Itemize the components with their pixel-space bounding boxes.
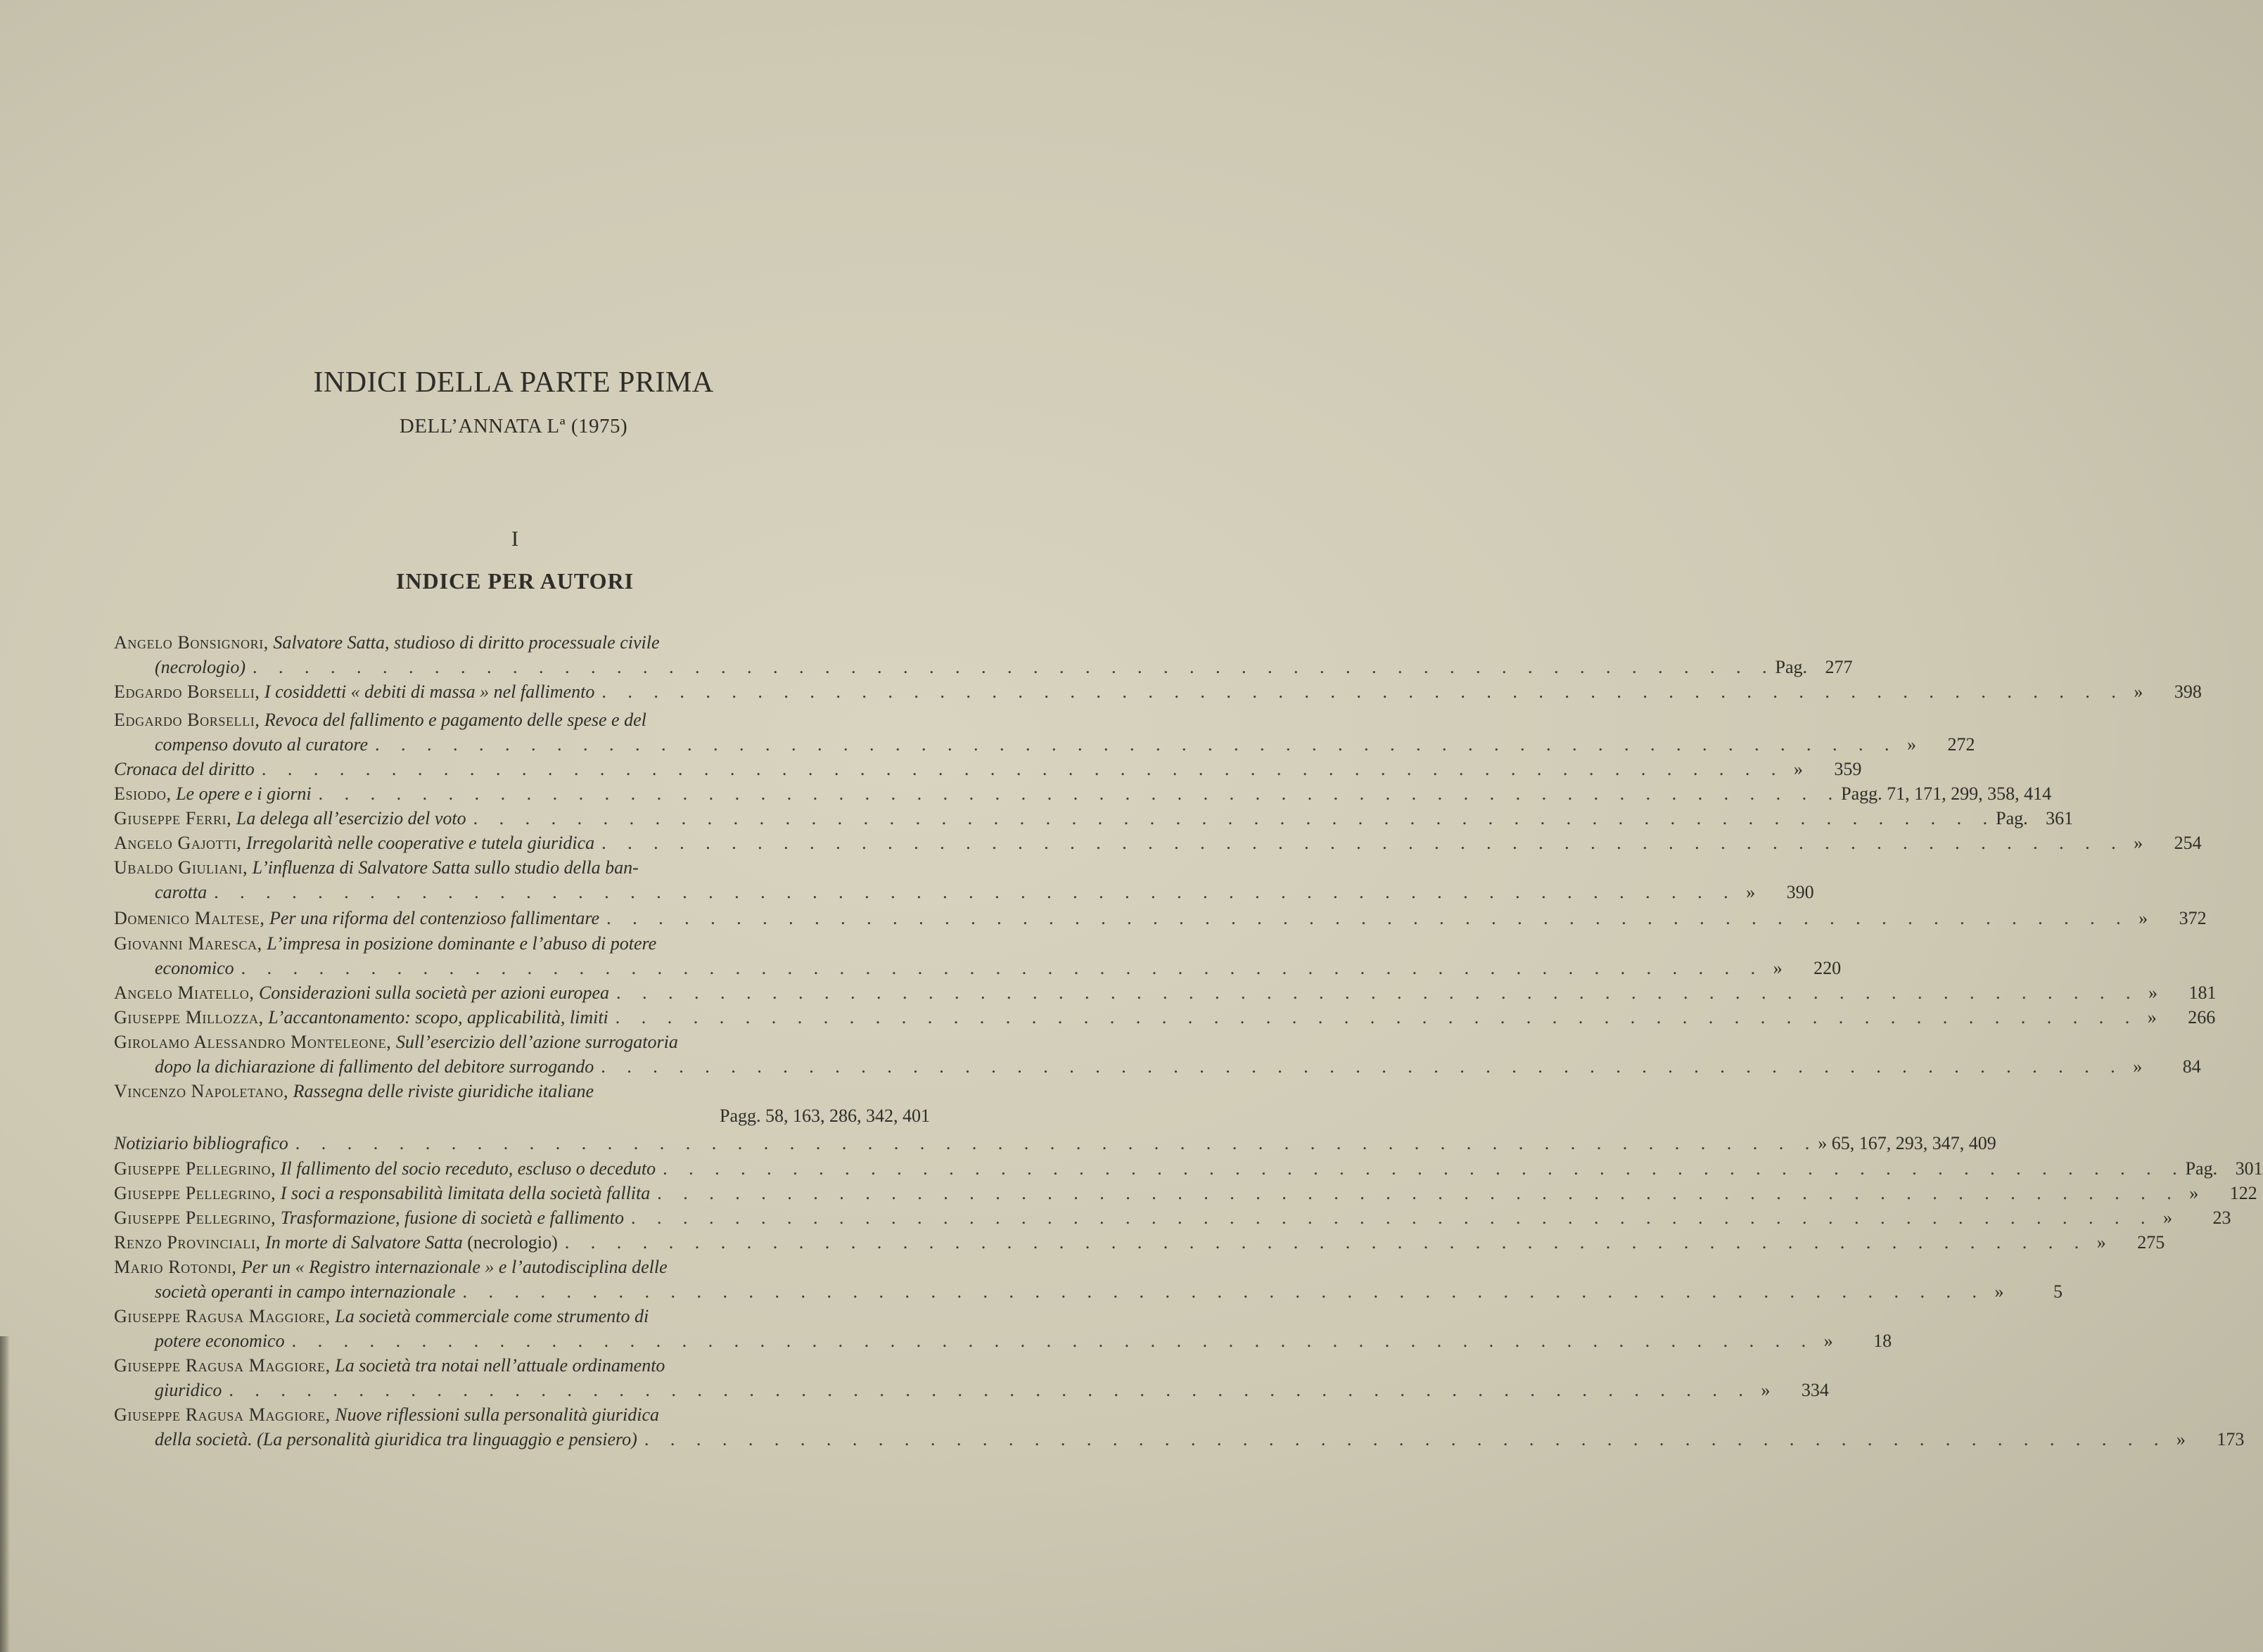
work-title: L’influenza di Salvatore Satta sullo studio della ban-: [252, 857, 639, 878]
entry-heading: [114, 1255, 668, 1279]
page-references: Pagg. 71, 171, 299, 358, 414: [1841, 783, 2052, 804]
index-entry: [114, 1131, 1996, 1155]
page-marker: »: [2189, 1183, 2199, 1203]
leader-dots: [288, 1131, 1818, 1155]
entry-heading: [114, 1181, 650, 1205]
work-title: In morte di Salvatore Satta: [265, 1232, 463, 1253]
leader-dots: [234, 956, 1764, 980]
work-title-continued: compenso dovuto al curatore: [155, 734, 369, 755]
work-title-continued: carotta: [155, 882, 208, 902]
work-title-continued: società operanti in campo internazionale: [155, 1281, 456, 1302]
section-number: I: [511, 526, 519, 551]
page-number: 18: [1873, 1331, 1892, 1351]
entry-heading: [114, 707, 646, 732]
entry-heading: [114, 1005, 608, 1030]
author-name: Renzo Provinciali,: [114, 1232, 261, 1253]
author-name: Mario Rotondi,: [114, 1257, 237, 1277]
index-entry: [114, 980, 2217, 1005]
author-name: Giuseppe Ragusa Maggiore,: [114, 1355, 331, 1376]
section-title: INDICE PER AUTORI: [395, 568, 635, 594]
work-title: Revoca del fallimento e pagamento delle spese e del: [264, 710, 646, 730]
page-marker: Pag.: [1996, 808, 2028, 828]
author-name: Giuseppe Pellegrino,: [114, 1208, 276, 1228]
work-title: Rassegna delle riviste giuridiche italiane: [293, 1081, 594, 1101]
leader-dots: [650, 1181, 2180, 1205]
page-marker: »: [1773, 958, 1783, 978]
page-number: 372: [2179, 908, 2207, 928]
page-marker: »: [2096, 1232, 2106, 1253]
author-name: Esiodo,: [114, 783, 172, 804]
leader-dots: [656, 1156, 2186, 1181]
index-entry: [114, 1402, 2245, 1452]
page-marker: »: [2162, 1208, 2172, 1228]
author-name: Vincenzo Napoletano,: [114, 1081, 289, 1101]
index-entry: [114, 1156, 2263, 1181]
page-marker: »: [1823, 1331, 1833, 1351]
index-entry: [114, 806, 2074, 831]
entry-heading: [114, 931, 656, 956]
index-entry: [114, 906, 2207, 930]
entry-heading: [114, 1030, 678, 1054]
author-name: Giovanni Maresca,: [114, 933, 262, 954]
author-name: Giuseppe Millozza,: [114, 1007, 264, 1027]
leader-dots: [624, 1205, 2154, 1230]
index-entry: [114, 781, 2052, 806]
page-title: INDICI DELLA PARTE PRIMA: [313, 366, 714, 399]
work-title: Le opere e i giorni: [176, 783, 312, 804]
work-title: Trasformazione, fusione di società e fallimento: [280, 1208, 624, 1228]
index-entry: [114, 1255, 2063, 1304]
page-marker: »: [2147, 1007, 2157, 1027]
work-title: Per un « Registro internazionale » e l’autodisciplina delle: [241, 1257, 668, 1277]
page-marker: »: [2134, 681, 2143, 702]
author-name: Giuseppe Ragusa Maggiore,: [114, 1404, 331, 1425]
author-name: Edgardo Borselli,: [114, 710, 260, 730]
leader-dots: [558, 1230, 2088, 1255]
leader-dots: [368, 732, 1898, 757]
author-name: Giuseppe Ragusa Maggiore,: [114, 1306, 331, 1326]
page-marker: Pag.: [2185, 1158, 2218, 1179]
entry-heading: [114, 980, 609, 1005]
page-number: 272: [1947, 734, 1975, 755]
work-title-continued: (necrologio): [155, 657, 246, 677]
index-entry: [114, 1030, 2201, 1079]
page-number: 334: [1801, 1380, 1829, 1400]
page-edge-shadow: [0, 1336, 10, 1652]
page-marker: »: [1907, 734, 1917, 755]
work-title: Il fallimento del socio receduto, escluso o deceduto: [280, 1158, 656, 1179]
page-number: 277: [1825, 657, 1853, 677]
page-number: 359: [1834, 759, 1862, 779]
page-number: 398: [2174, 681, 2202, 702]
work-title-continued: della società. (La personalità giuridica tra linguaggio e pensiero): [155, 1429, 637, 1449]
author-name: Giuseppe Pellegrino,: [114, 1183, 276, 1203]
work-title: Per una riforma del contenzioso fallimentare: [269, 908, 600, 928]
index-entry: [114, 831, 2202, 855]
entry-heading: [114, 1205, 624, 1230]
page-number: 173: [2217, 1429, 2245, 1449]
author-name: Ubaldo Giuliani,: [114, 857, 248, 878]
page-number: 23: [2212, 1208, 2231, 1228]
work-title: Cronaca del diritto: [114, 759, 255, 779]
entry-heading: [114, 679, 594, 704]
leader-dots: [637, 1427, 2167, 1452]
entry-heading: [114, 1230, 558, 1255]
page-references: Pagg. 58, 163, 286, 342, 401: [720, 1106, 930, 1126]
leader-dots: [609, 980, 2139, 1005]
index-entry: [114, 630, 1853, 679]
work-title: La delega all’esercizio del voto: [236, 808, 466, 828]
work-title: Nuove riflessioni sulla personalità giuridica: [335, 1404, 660, 1425]
entry-heading: [114, 1402, 659, 1427]
entry-heading: [114, 855, 639, 880]
entry-heading: [114, 1304, 649, 1328]
entry-heading: [114, 757, 255, 781]
index-entry: [114, 931, 1842, 980]
leader-dots: [246, 655, 1776, 679]
page-marker: »: [1793, 759, 1803, 779]
leader-dots: [255, 757, 1785, 781]
leader-dots: [599, 906, 2129, 930]
page-references: » 65, 167, 293, 347, 409: [1818, 1133, 1996, 1153]
page-marker: »: [2133, 1056, 2143, 1077]
author-name: Angelo Miatello,: [114, 982, 255, 1003]
page-marker: »: [2176, 1429, 2186, 1449]
leader-dots: [594, 831, 2124, 855]
work-title: I soci a responsabilità limitata della società fallita: [280, 1183, 651, 1203]
entry-heading: [114, 781, 312, 806]
page-marker: »: [1746, 882, 1756, 902]
leader-dots: [594, 1054, 2124, 1079]
index-entry: [114, 1005, 2216, 1030]
page-number: 181: [2188, 982, 2217, 1003]
work-title: Notiziario bibliografico: [114, 1133, 288, 1153]
entry-heading: [114, 630, 659, 655]
entry-heading: [114, 1079, 594, 1103]
leader-dots: [594, 679, 2124, 704]
page-subtitle: DELL’ANNATA Lª (1975): [399, 415, 628, 437]
entry-heading: [114, 831, 594, 855]
index-entry: [114, 757, 1862, 781]
author-name: Giuseppe Ferri,: [114, 808, 232, 828]
page-number: 361: [2046, 808, 2074, 828]
leader-dots: [456, 1279, 1986, 1304]
work-title-continued: giuridico: [155, 1380, 222, 1400]
page-number: 84: [2182, 1056, 2201, 1077]
page-number: 5: [2053, 1281, 2063, 1302]
index-entry: [114, 1079, 930, 1128]
page-marker: »: [1994, 1281, 2004, 1302]
work-title: Sull’esercizio dell’azione surrogatoria: [395, 1032, 678, 1052]
author-name: Angelo Bonsignori,: [114, 632, 269, 653]
work-title: Salvatore Satta, studioso di diritto processuale civile: [273, 632, 660, 653]
work-title-continued: potere economico: [155, 1331, 285, 1351]
page-number: 275: [2137, 1232, 2165, 1253]
leader-dots: [285, 1328, 1815, 1353]
page-number: 301: [2235, 1158, 2263, 1179]
author-name: Domenico Maltese,: [114, 908, 265, 928]
work-note: (necrologio): [467, 1232, 558, 1253]
page-marker: »: [1761, 1380, 1771, 1400]
leader-dots: [312, 781, 1842, 806]
work-title-continued: economico: [155, 958, 234, 978]
entry-heading: [114, 906, 599, 930]
entry-heading: [114, 1353, 665, 1378]
index-entry: [114, 1181, 2257, 1205]
leader-dots: [608, 1005, 2138, 1030]
work-title: L’accantonamento: scopo, applicabilità, limiti: [268, 1007, 608, 1027]
page-number: 254: [2174, 833, 2202, 853]
page-marker: »: [2148, 982, 2158, 1003]
page-marker: Pag.: [1775, 657, 1807, 677]
page-number: 266: [2188, 1007, 2216, 1027]
work-title: I cosiddetti « debiti di massa » nel fallimento: [264, 681, 595, 702]
author-name: Girolamo Alessandro Monteleone,: [114, 1032, 392, 1052]
index-entry: [114, 1230, 2165, 1255]
entry-heading: [114, 806, 466, 831]
page-number: 220: [1813, 958, 1842, 978]
author-name: Edgardo Borselli,: [114, 681, 260, 702]
page-number: 390: [1786, 882, 1814, 902]
index-entry: [114, 1353, 1829, 1402]
work-title-continued: dopo la dichiarazione di fallimento del debitore surrogando: [155, 1056, 594, 1077]
work-title: La società commerciale come strumento di: [335, 1306, 649, 1326]
index-entry: [114, 855, 1814, 904]
index-entry: [114, 679, 2202, 704]
index-entry: [114, 1205, 2231, 1230]
leader-dots: [207, 880, 1737, 904]
author-name: Angelo Gajotti,: [114, 833, 242, 853]
page-marker: »: [2138, 908, 2148, 928]
page-marker: »: [2134, 833, 2143, 853]
entry-heading: [114, 1156, 656, 1181]
work-title: Considerazioni sulla società per azioni europea: [258, 982, 610, 1003]
author-name: Giuseppe Pellegrino,: [114, 1158, 276, 1179]
page-number: 122: [2229, 1183, 2257, 1203]
index-entry: [114, 1304, 1892, 1353]
leader-dots: [222, 1378, 1752, 1402]
work-title: La società tra notai nell’attuale ordinamento: [335, 1355, 665, 1376]
entry-heading: [114, 1131, 288, 1155]
work-title: L’impresa in posizione dominante e l’abuso di potere: [267, 933, 657, 954]
leader-dots: [466, 806, 1996, 831]
work-title: Irregolarità nelle cooperative e tutela giuridica: [246, 833, 595, 853]
index-entry: [114, 707, 1975, 757]
